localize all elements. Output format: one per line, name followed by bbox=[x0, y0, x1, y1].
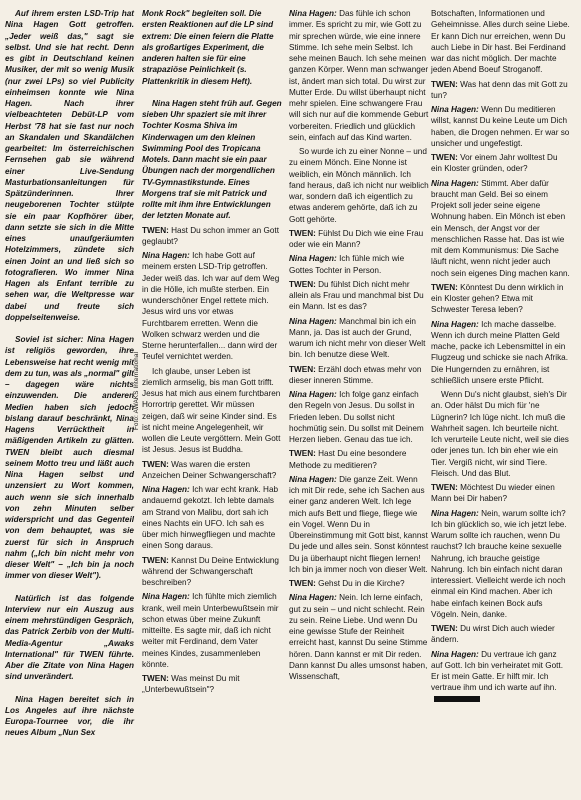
intro-continued: Monk Rock" begleiten soll. Die ersten Reaktionen auf die LP sind extrem: Die einen feiern die Platte als großartiges Experiment, die anderen halten sie für eine strapaziöse Peinlichkeit (s. Plattenkritik in diesem Heft). bbox=[142, 9, 274, 86]
answer: Nina Hagen: Nein, warum sollte ich? Ich bin glücklich so, wie ich jetzt lebe. Warum sollte ich rauchen, wenn Du rauchst? Ich brauche keine sexuelle Nahrung, ich brauche geistige Nahrung. Ich bin einfach nicht daran interessiert. Vielleicht werde ich noch einmal ein Kind machen. Aber ich habe einfach keinen Bock aufs Vögeln. Nein, danke. bbox=[431, 508, 567, 619]
question: TWEN: Fühlst Du Dich wie eine Frau oder wie ein Mann? bbox=[289, 228, 424, 249]
answer: Nina Hagen: Ich folge ganz einfach den Regeln von Jesus. Du sollst in Frieden leben. Du sollst nicht hochmütig sein. Du sollst mit Deinem Herzen lieben. Genau das tue ich. bbox=[289, 390, 424, 444]
intro-paragraph: Natürlich ist das folgende Interview nur ein Auszug aus einem mehrstündigen Gespräch, das Patrick Zerbib von der Multi-Media-Agentur „Awaks International" für TWEN führte. Aber die Zitate von Nina Hagen sind unverändert. bbox=[5, 593, 134, 682]
question: TWEN: Vor einem Jahr wolltest Du ein Kloster gründen, oder? bbox=[431, 153, 558, 174]
question: TWEN: Was waren die ersten Anzeichen Deiner Schwangerschaft? bbox=[142, 459, 277, 480]
interview-column-1 bbox=[142, 8, 282, 699]
answer-continued: So wurde ich zu einer Nonne – und zu einem Mönch. Eine Nonne ist weiblich, ein Mönch männlich. Ich fand heraus, daß ich nicht nur weiblich war, sondern daß ich eigentlich zu etwas anderem gehörte, daß ich zu Gott gehörte. bbox=[289, 147, 429, 224]
answer: Nina Hagen: Ich habe Gott auf meinem ersten LSD-Trip getroffen. Jeder weiß das. Ich war auf dem Weg in die Hölle, ich mußte sterben. Ein wunderschöner Engel rettete mich. Jesus wird uns vor etwas Furchtbarem erretten. Wenn die Wolken schwarz werden und die Sterne herunterfallen... dann wird der Teufel vernichtet werden. bbox=[142, 251, 280, 362]
answer: Nina Hagen: Die ganze Zeit. Wenn ich mit Dir rede, sehe ich Sachen aus einer ganz anderen Welt. Ich lege mich aufs Bett und fliege, fliege wie ein Vogel. Wenn Du in Übereinstimmung mit Gott bist, kannst Du jede und alles sein. Sonst könntest Du ja überhaupt nicht fliegen lernen! Ich bin ja immer noch von dieser Welt. bbox=[289, 474, 429, 574]
answer: Nina Hagen: Ich mache dasselbe. Wenn ich durch meine Platten Geld mache, packe ich Lebensmittel in ein Flugzeug und schicke sie nach Afrika. Die Hungernden zu ernähren, ist schließlich unsere erste Pflicht. bbox=[431, 319, 568, 385]
answer: Nina Hagen: Stimmt. Aber dafür braucht man Geld. Bei so einem Projekt soll jeder seine eigene Wohnung haben. Ein Mönch ist eben ein Mensch, der Angst vor der menschlichen Rasse hat. Das ist wie mit dem Kommunismus: Die Sache läuft nicht, wenn nicht jeder auch noch sein eigenes Ding machen kann. bbox=[431, 178, 570, 278]
end-of-article-mark bbox=[434, 696, 480, 702]
intro-column bbox=[5, 8, 134, 750]
answer: Nina Hagen: Das fühle ich schon immer. Es spricht zu mir, wie Gott zu mir sprechen würde, wie eine innere Stimme. Ich sehe mein Selbst. Ich sehe meinen Bauch. Ich sehe meinen ganzen Körper. Wenn man schwanger ist, ändert man sich total. Du wirst zur Mutter Erde. Du willst überhaupt nicht mehr spielen. Eine schwangere Frau will sich nur auf die kommende Geburt vorbereiten. Friedlich und glücklich sein, einfach auf das Kind warten. bbox=[289, 9, 429, 142]
question: TWEN: Kannst Du Deine Entwicklung während der Schwangerschaft beschreiben? bbox=[142, 555, 279, 587]
question: TWEN: Was hat denn das mit Gott zu tun? bbox=[431, 79, 568, 100]
intro-paragraph: Soviel ist sicher: Nina Hagen ist religiös geworden, ihre Lebensweise hat recht wenig mit dem zu tun, was als „normal" gilt – dagegen wäre nichts einzuwenden. Die anderen Medien haben sich jedoch bislang darauf beschränkt, Nina Hagens Verrücktheit in mäßigenden Artikeln zu glätten. TWEN bleibt auch diesmal seinem Motto treu und läßt auch Nina Hagen selbst und unzensiert zu Wort kommen, auch wenn sie sich innerhalb von zehn Minuten selber widerspricht und das Gegenteil von dem behauptet, was sie zuerst für sich in Anspruch nahm („Ich bin nicht mehr von dieser Welt" – „Ich bin ja noch immer von dieser Welt"). bbox=[5, 335, 134, 581]
answer-continued: Wenn Du's nicht glaubst, sieh's Dir an. Oder hälst Du mich für 'ne Lügnerin? Ich lüge nicht. Ich muß die Wahrheit sagen. Ich beurteile nicht. Ich verurteile Leute nicht, weil sie dies oder jenes tun. Ich bin eher wie ein Tier. Vergiß nicht, wir sind Tiere. Fleisch. Und das Blut. bbox=[431, 390, 569, 478]
intro-continued: Nina Hagen steht früh auf. Gegen sieben Uhr spaziert sie mit ihrer Tochter Kosma Shiva im Kinderwagen um den kleinen Swimming Pool des Tropicana Motels. Dann macht sie ein paar Übungen nach der morgendlichen TV-Gymnastikstunde. Eines Morgens traf sie mit Patrick und rollte mit ihm ihre Entwicklungen der letzten Monate auf. bbox=[142, 98, 282, 221]
question: TWEN: Hast Du eine besondere Methode zu meditieren? bbox=[289, 449, 407, 470]
question: TWEN: Möchtest Du wieder einen Mann bei Dir haben? bbox=[431, 483, 555, 504]
photo-credit: Foto: AWAKS International bbox=[133, 351, 140, 430]
answer: Nina Hagen: Nein. Ich lerne einfach, gut zu sein – und nicht schlecht. Rein zu sein. Reine Liebe. Und wenn Du eine gewisse Stufe der Reinheit erreicht hast, kannst Du seine Stimme hören. Dann kannst er mit Dir reden. Dann kannst Du alles umsonst haben, Wissenschaft, bbox=[289, 593, 428, 681]
answer: Nina Hagen: Manchmal bin ich ein Mann, ja. Das ist auch der Grund, warum ich nicht mehr von dieser Welt bin. Ich benutze diese Welt. bbox=[289, 316, 426, 360]
answer: Nina Hagen: Ich fühle mich wie Gottes Tochter in Person. bbox=[289, 254, 405, 275]
question: TWEN: Was meinst Du mit „Unterbewußtsein"? bbox=[142, 674, 240, 695]
answer-continued: Ich glaube, unser Leben ist ziemlich armselig, bis man Gott trifft. Jesus hat mich aus einem furchtbaren Horrortrip gerettet. Wir müssen zeigen, daß wir seine Kinder sind. Es ist nicht meine Angelegenheit, wir wollen die Leute vergöttern. Mein Gott ist Jesus. Jesus ist Buddha. bbox=[142, 366, 281, 455]
intro-paragraph: Auf ihrem ersten LSD-Trip hat Nina Hagen Gott getroffen. „Jeder weiß das," sagt sie selbst. Und sie hat recht. Denn es gibt in Deutschland keinen Musiker, der mit so wenig Musik (nur zwei LPs) so viel Publicity einheimsen konnte wie Nina Hagen. Nach ihrer vielbeachteten Debüt-LP vom Herbst '78 hat sie fast nur noch an Skandalen und Skandälchen gearbeitet: Im österreichischen Fernsehen gab sie während einer Live-Sendung Masturbationsanleitungen für Spätzünderinnen. Ihrer neugeborenen Tochter stülpte sie ein paar Kopfhörer über, dann setzte sie sich in die Mitte eines unaufgeräumten Hotelzimmers, zündete sich einen Joint an und ließ sich so fotografieren. Wo immer Nina Hagen als Enfant terrible zu sehen war, die Weltpresse war dabei und freute sich doppelseitenweise. bbox=[5, 9, 134, 322]
question: TWEN: Du fühlst Dich nicht mehr allein als Frau und manchmal bist Du ein Mann. Ist es das? bbox=[289, 279, 424, 312]
question: TWEN: Könntest Du denn wirklich in ein Kloster gehen? Etwa mit Schwester Teresa leben? bbox=[431, 282, 564, 315]
question: TWEN: Gehst Du in die Kirche? bbox=[289, 579, 405, 588]
interview-column-3 bbox=[431, 8, 570, 708]
answer-continued: Botschaften, Informationen und Geheimnisse. Alles durch seine Liebe. Er kann Dich nur erreichen, wenn Du auch Liebe in Dir hast. Bei Ferdinand war das nicht möglich. Der machte jeden Abend Boeuf Stroganoff. bbox=[431, 9, 570, 75]
intro-paragraph: Nina Hagen bereitet sich in Los Angeles auf ihre nächste Europa-Tournee vor, die ihr neues Album „Nun Sex bbox=[5, 694, 134, 738]
interview-column-2 bbox=[289, 8, 429, 685]
answer: Nina Hagen: Ich war echt krank. Hab andauernd gekotzt. Ich lebte damals am Strand von Malibu, dort sah ich eines Nachts ein UFO. Ich sah es über mich hinwegfliegen und machte einen Song daraus. bbox=[142, 485, 279, 551]
answer: Nina Hagen: Ich fühlte mich ziemlich krank, weil mein Unterbewußtsein mir schon etwas über meine Zukunft mitteilte. Es sagte mir, daß ich nicht weiter mit Ferdinand, dem Vater meines Kindes, zusammenleben könnte. bbox=[142, 592, 279, 669]
question: TWEN: Erzähl doch etwas mehr von dieser inneren Stimme. bbox=[289, 364, 422, 385]
answer: Nina Hagen: Wenn Du meditieren willst, kannst Du keine Leute um Dich haben, die Drogen nehmen. Er war so unsicher und ungefestigt. bbox=[431, 105, 570, 148]
question: TWEN: Du wirst Dich auch wieder ändern. bbox=[431, 624, 555, 645]
question: TWEN: Hast Du schon immer an Gott geglaubt? bbox=[142, 225, 279, 246]
answer: Nina Hagen: Du vertraue ich ganz auf Gott. Ich bin verheiratet mit Gott. Er ist mein Gatte. Er hilft mir. Ich vertraue ihm und ich warte auf ihn. bbox=[431, 649, 570, 705]
